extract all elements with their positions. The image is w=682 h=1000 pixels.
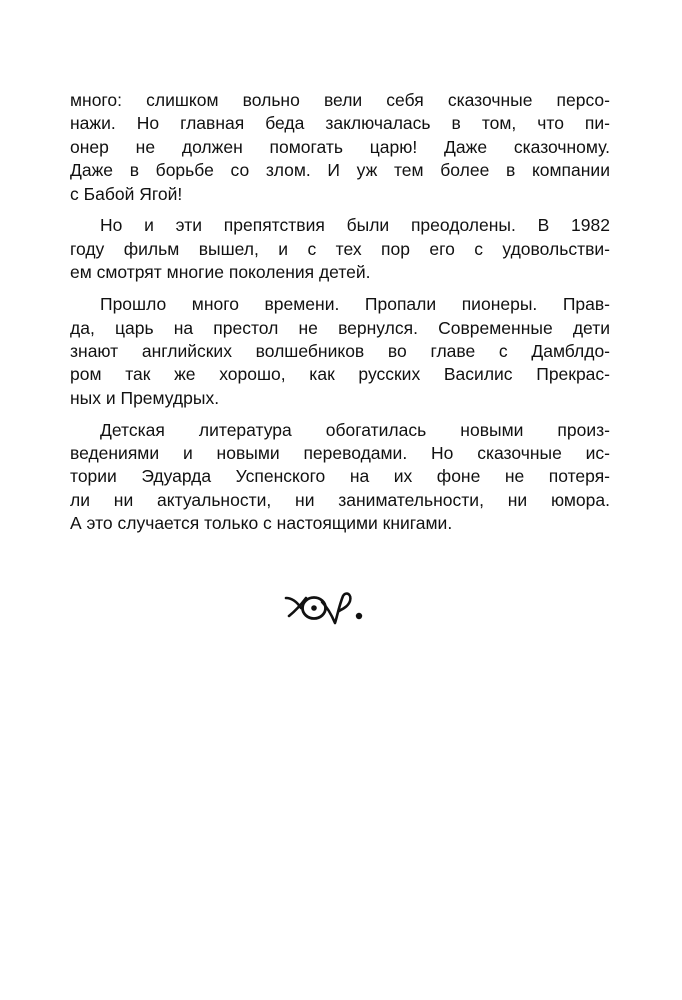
text-line: ведениями и новыми переводами. Но сказочные ис- (70, 442, 610, 463)
body-text (70, 89, 610, 536)
paragraph (70, 89, 610, 206)
paragraph-gap (70, 206, 610, 215)
paragraph (70, 419, 610, 536)
paragraph-gap (70, 285, 610, 294)
text-line: Даже в борьбе со злом. И уж тем более в компании (70, 160, 610, 181)
text-line: Детская литература обогатилась новыми произ- (100, 419, 610, 440)
text-line: нажи. Но главная беда заключалась в том, что пи- (70, 113, 610, 134)
text-line: да, царь на престол не вернулся. Современные дети (70, 317, 610, 338)
text-line: ем смотрят многие поколения детей. (70, 262, 371, 283)
text-line: Но и эти препятствия были преодолены. В 1982 (100, 215, 610, 236)
decorative-ornament-icon (284, 584, 366, 630)
text-line: ром так же хорошо, как русских Василис Прекрас- (70, 364, 610, 385)
paragraph-gap (70, 410, 610, 419)
text-line: с Бабой Ягой! (70, 183, 183, 204)
text-line: ли ни актуальности, ни занимательности, ни юмора. (70, 489, 610, 510)
text-line: А это случается только с настоящими книгами. (70, 513, 453, 534)
paragraph (70, 293, 610, 410)
text-line: онер не должен помогать царю! Даже сказочному. (70, 136, 610, 157)
text-line: тории Эдуарда Успенского на их фоне не потеря- (70, 466, 610, 487)
text-line: году фильм вышел, и с тех пор его с удовольстви- (70, 238, 610, 259)
text-line: знают английских волшебников во главе с Дамблдо- (70, 340, 610, 361)
text-line: много: слишком вольно вели себя сказочные персо- (70, 90, 610, 110)
text-line: Прошло много времени. Пропали пионеры. Прав- (100, 294, 610, 315)
text-line: ных и Премудрых. (70, 387, 220, 408)
paragraph (70, 214, 610, 284)
